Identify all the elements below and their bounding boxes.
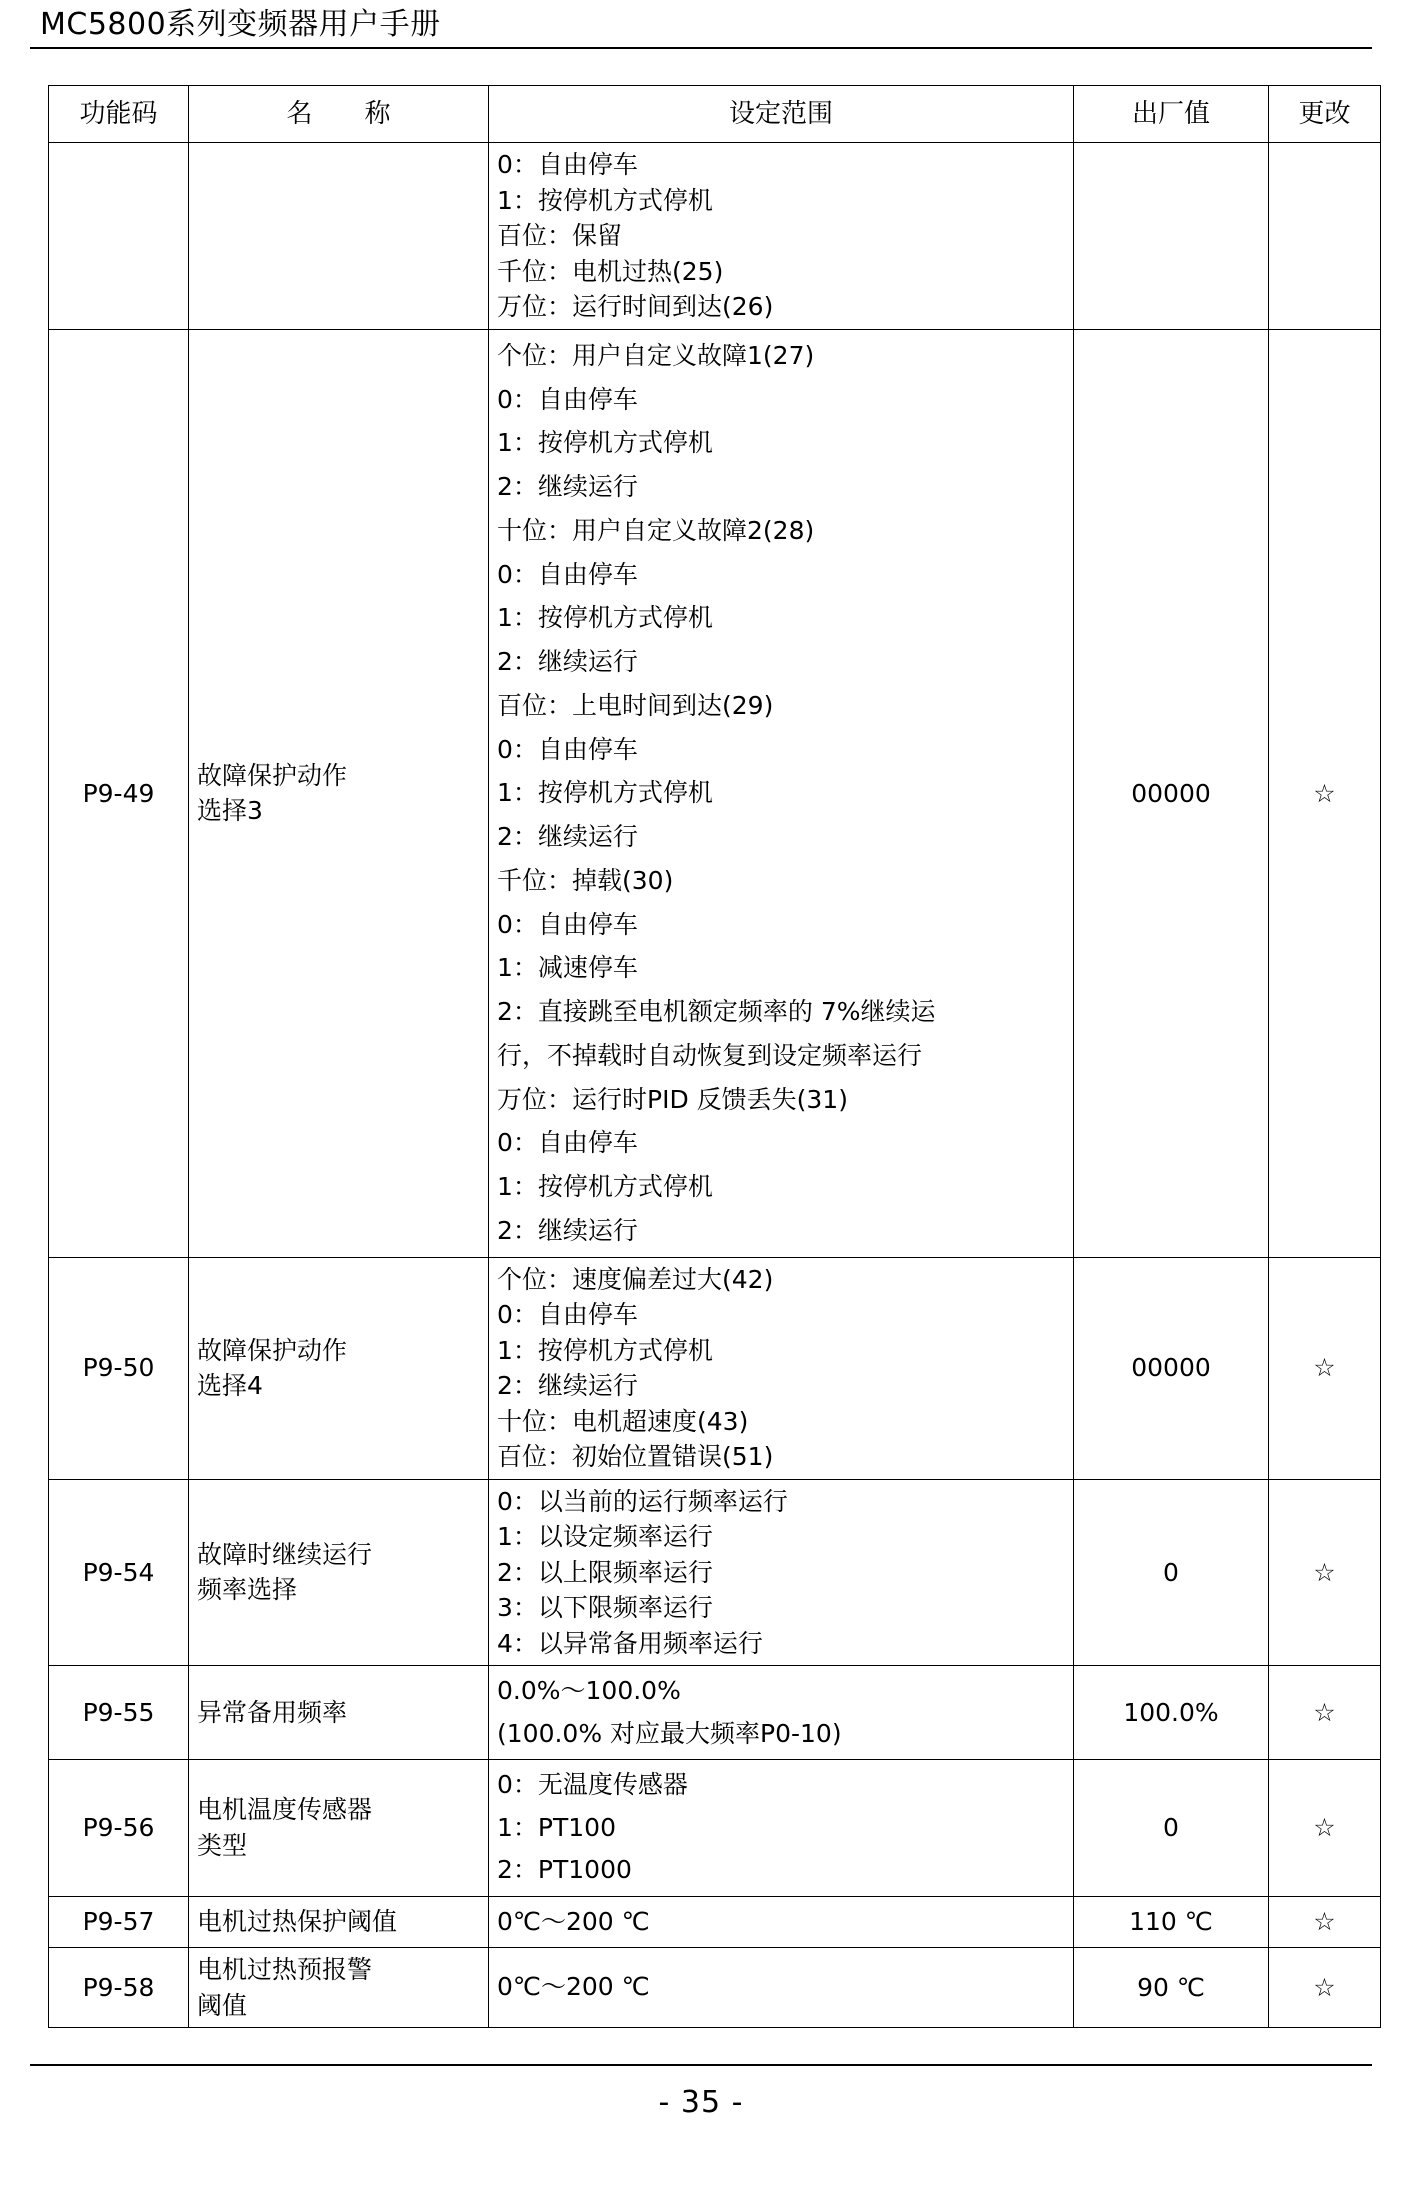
param-modify-mark: ☆ xyxy=(1269,1479,1381,1666)
param-code: P9-56 xyxy=(49,1760,189,1897)
param-name: 电机温度传感器 类型 xyxy=(189,1760,489,1897)
param-modify-mark xyxy=(1269,143,1381,330)
column-header-code: 功能码 xyxy=(49,85,189,143)
param-name xyxy=(189,143,489,330)
param-range: 0：以当前的运行频率运行 1：以设定频率运行 2：以上限频率运行 3：以下限频率运行 4：以异常备用频率运行 xyxy=(489,1479,1074,1666)
page-footer xyxy=(0,2085,1402,2120)
param-default: 100.0% xyxy=(1074,1666,1269,1760)
table-row xyxy=(49,1479,1381,1666)
header-divider xyxy=(30,47,1372,49)
param-default: 90 ℃ xyxy=(1074,1948,1269,2028)
parameter-table xyxy=(48,85,1381,2029)
param-modify-mark: ☆ xyxy=(1269,1666,1381,1760)
column-header-modify: 更改 xyxy=(1269,85,1381,143)
param-range: 0：自由停车 1：按停机方式停机 百位：保留 千位：电机过热(25) 万位：运行时间到达(26) xyxy=(489,143,1074,330)
param-modify-mark: ☆ xyxy=(1269,1948,1381,2028)
param-code xyxy=(49,143,189,330)
param-name: 故障时继续运行 频率选择 xyxy=(189,1479,489,1666)
page-number: - 35 - xyxy=(658,2085,744,2120)
page-header xyxy=(30,0,1372,43)
param-name: 异常备用频率 xyxy=(189,1666,489,1760)
param-modify-mark: ☆ xyxy=(1269,1896,1381,1948)
param-code: P9-55 xyxy=(49,1666,189,1760)
param-modify-mark: ☆ xyxy=(1269,329,1381,1257)
param-range: 个位：速度偏差过大(42) 0：自由停车 1：按停机方式停机 2：继续运行 十位：电机超速度(43) 百位：初始位置错误(51) xyxy=(489,1257,1074,1479)
param-range: 0℃～200 ℃ xyxy=(489,1896,1074,1948)
table-row xyxy=(49,1760,1381,1897)
column-header-range: 设定范围 xyxy=(489,85,1074,143)
table-row xyxy=(49,329,1381,1257)
footer-divider xyxy=(30,2064,1372,2066)
param-name: 故障保护动作 选择4 xyxy=(189,1257,489,1479)
column-header-name: 名 称 xyxy=(189,85,489,143)
param-range: 0℃～200 ℃ xyxy=(489,1948,1074,2028)
manual-title: MC5800系列变频器用户手册 xyxy=(40,7,441,42)
param-code: P9-57 xyxy=(49,1896,189,1948)
param-range: 0：无温度传感器 1：PT100 2：PT1000 xyxy=(489,1760,1074,1897)
param-code: P9-50 xyxy=(49,1257,189,1479)
param-default: 0 xyxy=(1074,1479,1269,1666)
param-range: 个位：用户自定义故障1(27) 0：自由停车 1：按停机方式停机 2：继续运行 十位：用户自定义故障2(28) 0：自由停车 1：按停机方式停机 2：继续运行 百位：上电时间到达(29) 0：自由停车 1：按停机方式停机 2：继续运行 千位：掉载(30) 0：自由停车 1：减速停车 2：直接跳至电机额定频率的 7%继续运 行，不掉载时自动恢复到设定频率运行 万位：运行时PID 反馈丢失(31) 0：自由停车 1：按停机方式停机 2：继续运行 xyxy=(489,329,1074,1257)
table-header-row xyxy=(49,85,1381,143)
param-default: 00000 xyxy=(1074,1257,1269,1479)
param-name: 电机过热预报警 阈值 xyxy=(189,1948,489,2028)
param-code: P9-58 xyxy=(49,1948,189,2028)
table-row xyxy=(49,143,1381,330)
table-row xyxy=(49,1257,1381,1479)
table-row xyxy=(49,1948,1381,2028)
table-row xyxy=(49,1666,1381,1760)
param-range: 0.0%～100.0% (100.0% 对应最大频率P0-10) xyxy=(489,1666,1074,1760)
column-header-default: 出厂值 xyxy=(1074,85,1269,143)
param-modify-mark: ☆ xyxy=(1269,1257,1381,1479)
table-row xyxy=(49,1896,1381,1948)
param-default xyxy=(1074,143,1269,330)
param-name: 电机过热保护阈值 xyxy=(189,1896,489,1948)
param-default: 110 ℃ xyxy=(1074,1896,1269,1948)
param-code: P9-49 xyxy=(49,329,189,1257)
param-name: 故障保护动作 选择3 xyxy=(189,329,489,1257)
param-code: P9-54 xyxy=(49,1479,189,1666)
table-body xyxy=(49,143,1381,2028)
param-default: 00000 xyxy=(1074,329,1269,1257)
param-default: 0 xyxy=(1074,1760,1269,1897)
param-modify-mark: ☆ xyxy=(1269,1760,1381,1897)
